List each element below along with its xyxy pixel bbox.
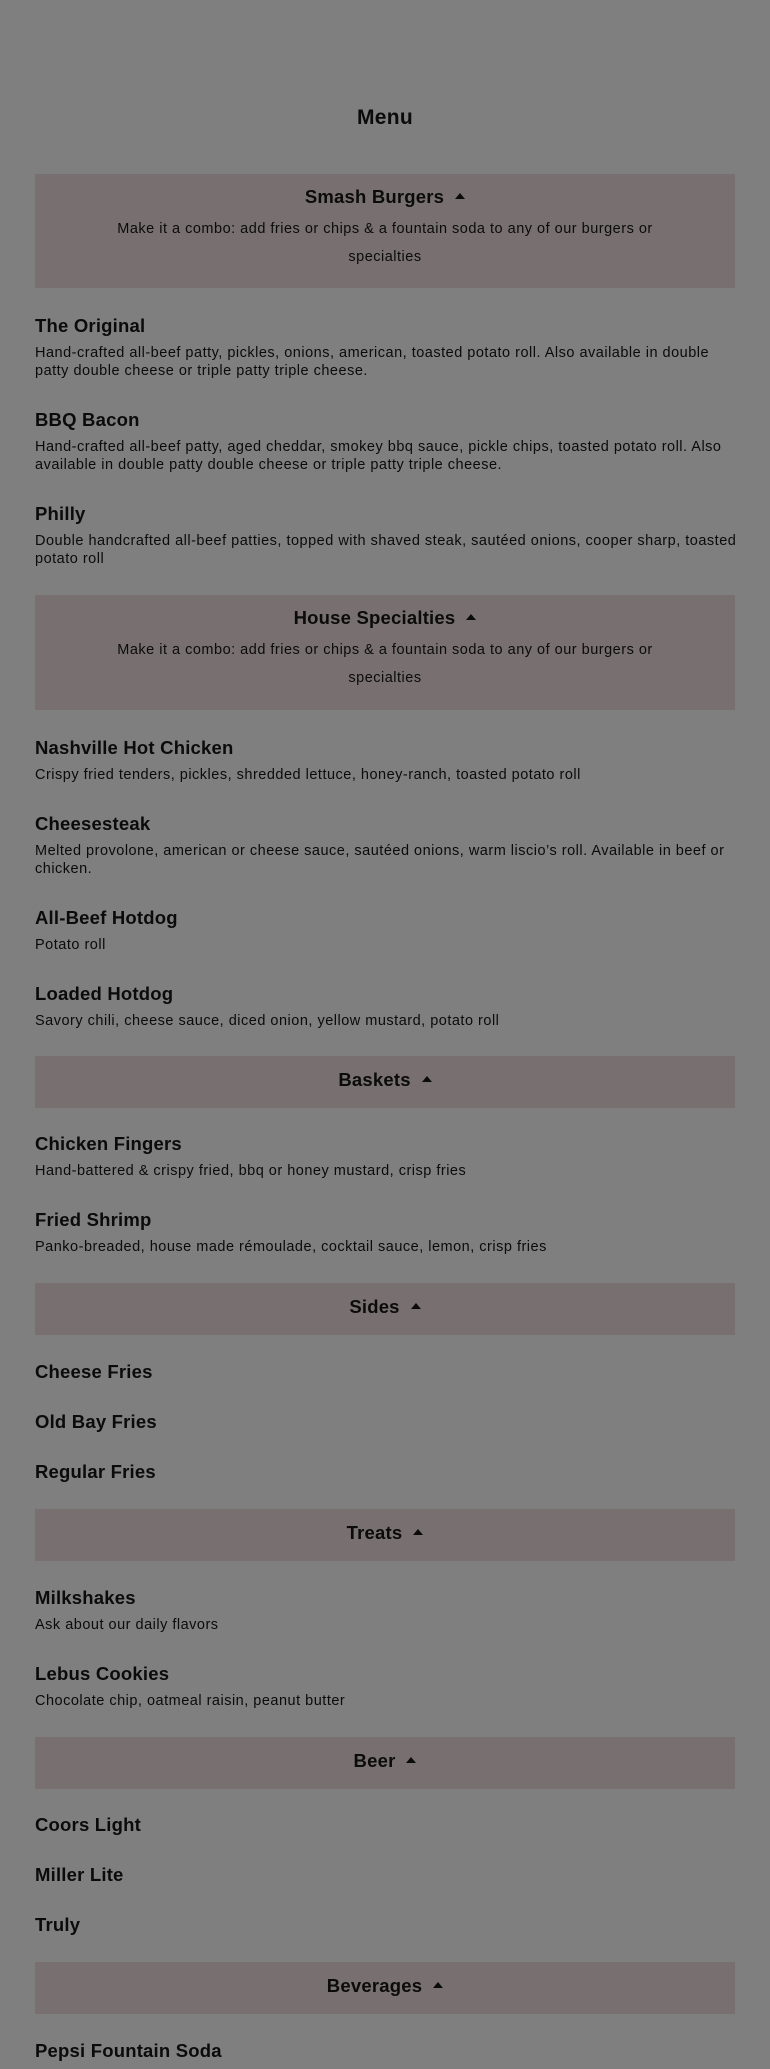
item-description: Savory chili, cheese sauce, diced onion, yellow mustard, potato roll (35, 1013, 500, 1029)
item-description: Ask about our daily flavors (35, 1617, 219, 1633)
section-header-house-specialties[interactable] (35, 595, 735, 710)
section-header-beer[interactable] (35, 1737, 735, 1789)
caret-up-icon (433, 1982, 443, 1988)
caret-up-icon (411, 1303, 421, 1309)
menu-item (35, 812, 740, 878)
section-note: Make it a combo: add fries or chips & a fountain soda to any of our burgers or specialties (117, 221, 653, 265)
item-description: Hand-crafted all-beef patty, pickles, onions, american, toasted potato roll. Also available in double patty double cheese or triple patty triple cheese. (35, 345, 710, 379)
menu-item (35, 1208, 740, 1256)
item-name: Philly (35, 503, 86, 524)
menu-item (35, 408, 740, 474)
item-name: Fried Shrimp (35, 1209, 152, 1230)
section-title: Sides (349, 1296, 400, 1317)
menu-item (35, 1813, 740, 1837)
item-name: Lebus Cookies (35, 1663, 170, 1684)
menu-item (35, 2039, 740, 2063)
caret-up-icon (455, 193, 465, 199)
item-description: Panko-breaded, house made rémoulade, cocktail sauce, lemon, crisp fries (35, 1239, 547, 1255)
item-description: Melted provolone, american or cheese sauce, sautéed onions, warm liscio’s roll. Available in beef or chicken. (35, 843, 725, 877)
caret-up-icon (413, 1529, 423, 1535)
menu-item (35, 1586, 740, 1634)
caret-up-icon (422, 1076, 432, 1082)
menu-item (35, 736, 740, 784)
item-name: Cheese Fries (35, 1361, 153, 1382)
menu-item (35, 1863, 740, 1887)
section-title: Beer (353, 1750, 396, 1771)
menu-item (35, 502, 740, 568)
item-name: Pepsi Fountain Soda (35, 2040, 222, 2061)
item-name: BBQ Bacon (35, 409, 140, 430)
item-name: Coors Light (35, 1814, 141, 1835)
item-name: Regular Fries (35, 1461, 156, 1482)
item-name: Loaded Hotdog (35, 983, 174, 1004)
item-description: Hand-crafted all-beef patty, aged cheddar, smokey bbq sauce, pickle chips, toasted potato roll. Also available in double patty double cheese or triple patty triple cheese. (35, 439, 722, 473)
item-description: Double handcrafted all-beef patties, topped with shaved steak, sautéed onions, cooper sharp, toasted potato roll (35, 533, 737, 567)
item-name: Truly (35, 1914, 81, 1935)
section-header-treats[interactable] (35, 1509, 735, 1561)
section-header-smash-burgers[interactable] (35, 174, 735, 288)
item-description: Crispy fried tenders, pickles, shredded lettuce, honey-ranch, toasted potato roll (35, 767, 581, 783)
section-title: Beverages (326, 1975, 423, 1996)
item-name: Old Bay Fries (35, 1411, 157, 1432)
section-title: Baskets (338, 1069, 411, 1090)
caret-up-icon (406, 1757, 416, 1763)
page-title: Menu (356, 106, 414, 129)
item-name: Miller Lite (35, 1864, 124, 1885)
item-description: Potato roll (35, 937, 106, 953)
menu-item (35, 1460, 740, 1484)
section-title: Treats (346, 1522, 403, 1543)
section-header-sides[interactable] (35, 1283, 735, 1335)
menu-item (35, 1913, 740, 1937)
item-name: Cheesesteak (35, 813, 151, 834)
section-header-beverages[interactable] (35, 1962, 735, 2014)
caret-up-icon (466, 614, 476, 620)
menu-item (35, 1662, 740, 1710)
item-name: The Original (35, 315, 146, 336)
section-header-baskets[interactable] (35, 1056, 735, 1108)
menu-item (35, 1410, 740, 1434)
item-name: Milkshakes (35, 1587, 136, 1608)
menu-item (35, 982, 740, 1030)
menu-item (35, 314, 740, 380)
menu-item (35, 1360, 740, 1384)
section-title: Smash Burgers (304, 186, 445, 207)
item-name: Chicken Fingers (35, 1133, 182, 1154)
section-note: Make it a combo: add fries or chips & a fountain soda to any of our burgers or specialties (117, 642, 653, 686)
menu-item (35, 906, 740, 954)
menu-item (35, 1132, 740, 1180)
item-name: All-Beef Hotdog (35, 907, 178, 928)
item-description: Hand-battered & crispy fried, bbq or honey mustard, crisp fries (35, 1163, 467, 1179)
item-name: Nashville Hot Chicken (35, 737, 234, 758)
section-title: House Specialties (293, 607, 456, 628)
item-description: Chocolate chip, oatmeal raisin, peanut butter (35, 1693, 346, 1709)
